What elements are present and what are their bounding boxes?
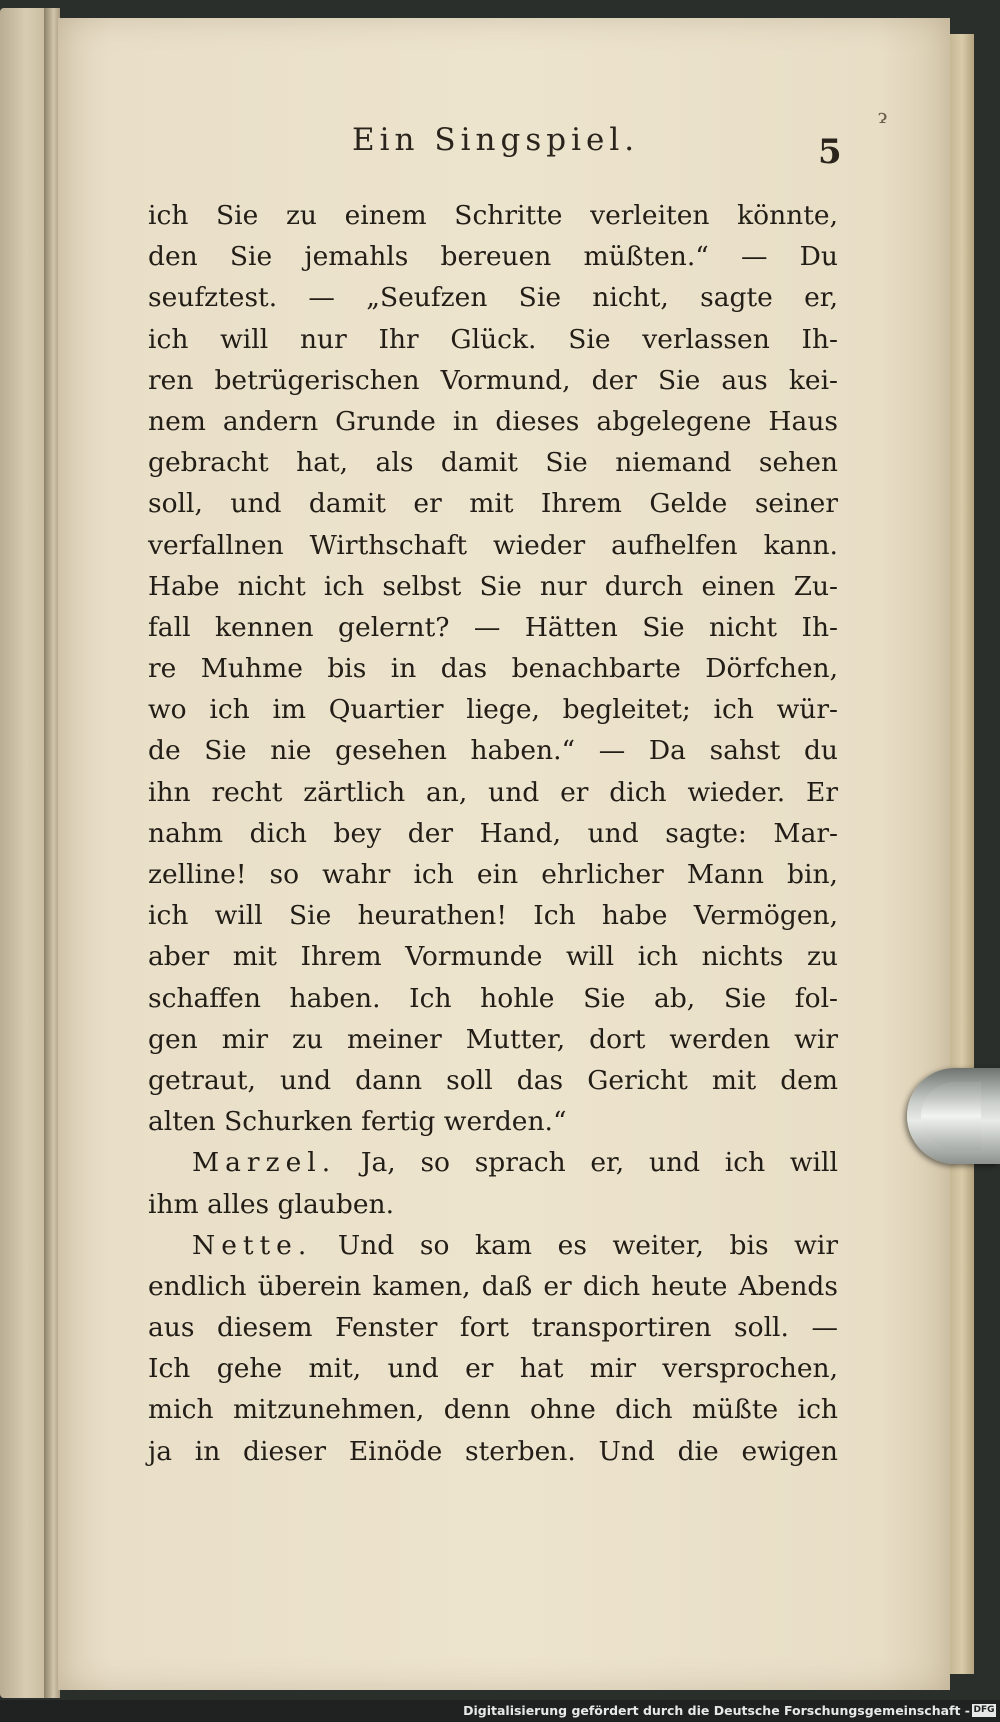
- page-number: 5: [818, 132, 842, 172]
- text-line: de Sie nie gesehen haben.“ — Da sahst du: [148, 735, 838, 767]
- body-text: [148, 195, 838, 1472]
- speech-text: Ja, so sprach er, und ich will: [360, 1147, 838, 1179]
- dfg-logo: DFG: [973, 1705, 995, 1715]
- speaker-marzel: Marzel.: [192, 1147, 337, 1179]
- text-line: mich mitzunehmen, denn ohne dich müßte ich: [148, 1394, 838, 1426]
- text-line: endlich überein kamen, daß er dich heute Abends: [148, 1270, 838, 1302]
- text-line: nem andern Grunde in dieses abgelegene Haus: [148, 405, 838, 437]
- text-line: getraut, und dann soll das Gericht mit dem: [148, 1064, 838, 1096]
- text-line: ich Sie zu einem Schritte verleiten könnte,: [148, 200, 838, 231]
- text-line: ja in dieser Einöde sterben. Und die ewigen: [148, 1435, 838, 1467]
- page-stack-edge: [950, 34, 974, 1674]
- text-line: ihn recht zärtlich an, und er dich wieder. Er: [148, 776, 838, 808]
- speech-nette-line: [148, 1225, 838, 1266]
- text-line: ich will Sie heurathen! Ich habe Vermögen,: [148, 900, 838, 932]
- page-clip-highlight: [921, 1082, 981, 1150]
- text-line: ich will nur Ihr Glück. Sie verlassen Ih-: [148, 323, 838, 355]
- text-line: ren betrügerischen Vormund, der Sie aus kei-: [148, 364, 838, 396]
- text-line: verfallnen Wirthschaft wieder aufhelfen kann.: [148, 529, 838, 561]
- text-line: nahm dich bey der Hand, und sagte: Mar-: [148, 817, 838, 849]
- text-line: Ich gehe mit, und er hat mir versprochen,: [148, 1353, 838, 1385]
- text-line: soll, und damit er mit Ihrem Gelde seiner: [148, 488, 838, 520]
- text-line: gen mir zu meiner Mutter, dort werden wir: [148, 1023, 838, 1055]
- text-line: Habe nicht ich selbst Sie nur durch einen Zu-: [148, 570, 838, 602]
- text-line: alten Schurken fertig werden.“: [148, 1106, 567, 1138]
- text-line: wo ich im Quartier liege, begleitet; ich wür-: [148, 694, 838, 726]
- text-line: aber mit Ihrem Vormunde will ich nichts zu: [148, 941, 838, 973]
- speech-text: Und so kam es weiter, bis wir: [337, 1229, 838, 1261]
- text-line: den Sie jemahls bereuen müßten.“ — Du: [148, 241, 838, 273]
- text-line: zelline! so wahr ich ein ehrlicher Mann bin,: [148, 859, 838, 890]
- text-line: seufztest. — „Seufzen Sie nicht, sagte er,: [148, 282, 838, 314]
- footer-credit: Digitalisierung gefördert durch die Deutsche Forschungsgemeinschaft -: [463, 1703, 970, 1718]
- page-clip: [907, 1068, 1000, 1164]
- text-line: gebracht hat, als damit Sie niemand sehen: [148, 447, 838, 479]
- text-line: aus diesem Fenster fort transportiren soll. —: [148, 1312, 838, 1344]
- text-line: fall kennen gelernt? — Hätten Sie nicht Ih-: [148, 611, 838, 643]
- speech-marzel-line: [148, 1142, 838, 1183]
- text-line: schaffen haben. Ich hohle Sie ab, Sie fol-: [148, 982, 838, 1014]
- corner-mark: ɂ: [878, 104, 888, 128]
- running-head: Ein Singspiel.: [352, 122, 640, 158]
- speaker-nette: Nette.: [192, 1229, 313, 1261]
- text-line: re Muhme bis in das benachbarte Dörfchen,: [148, 653, 838, 685]
- text-line: ihm alles glauben.: [148, 1188, 394, 1220]
